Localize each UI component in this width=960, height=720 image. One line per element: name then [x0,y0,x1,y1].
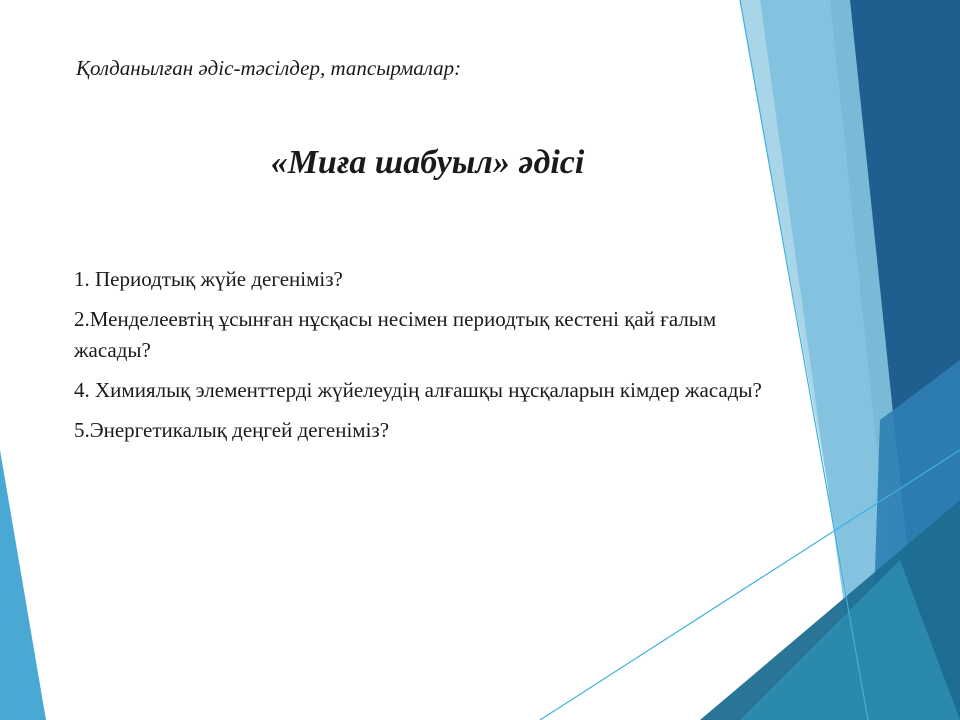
question-item: 5.Энергетикалық деңгей дегеніміз? [74,418,390,442]
left-accent-triangle [0,450,46,720]
title-method-suffix: әдісі [509,144,585,181]
title-method-name: «Миға шабуыл» [270,144,510,181]
question-item: 2.Менделеевтің ұсынған нұсқасы несімен периодтық кестені қай ғалым жасады? [74,307,717,362]
slide-subtitle: Қолданылған әдіс-тәсілдер, тапсырмалар: [76,56,462,80]
question-list [74,264,764,455]
slide-title [0,144,855,182]
question-item: 4. Химиялық элементтерді жүйелеудің алғашқы нұсқаларын кімдер жасады? [74,378,762,402]
question-item: 1. Периодтық жүйе дегеніміз? [74,267,343,291]
